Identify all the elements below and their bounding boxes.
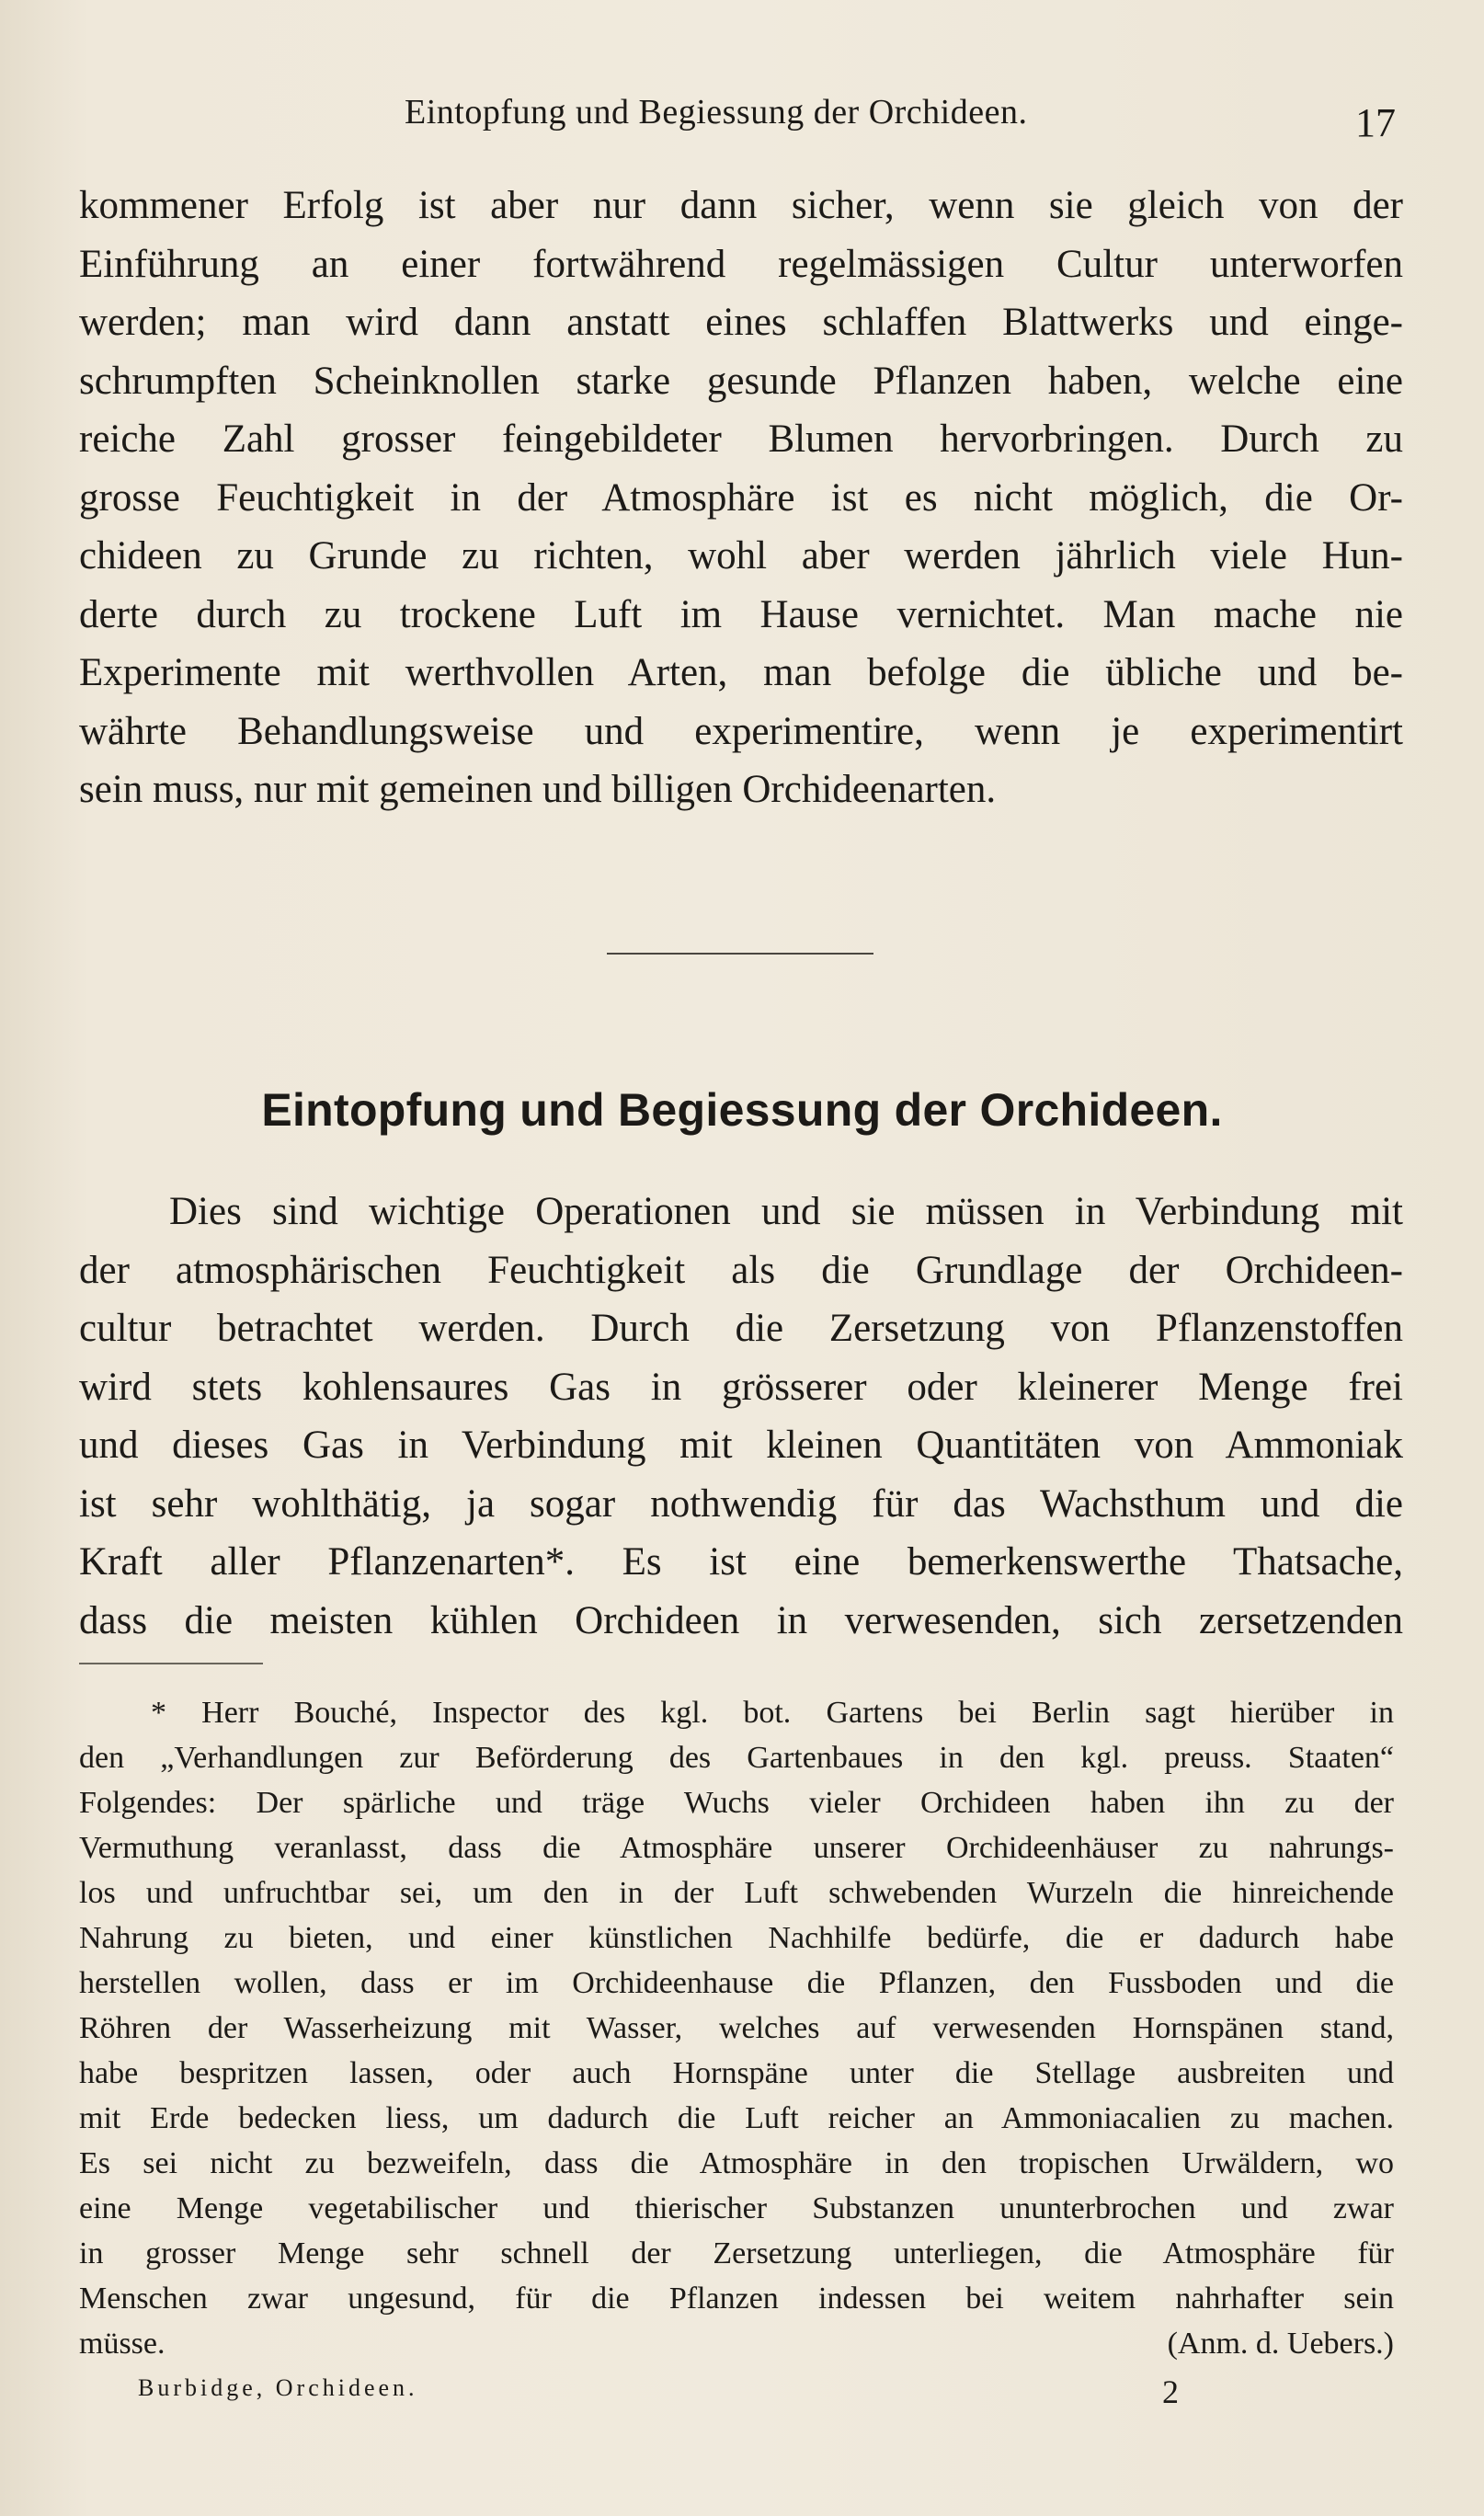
- footnote-line: Röhren der Wasserheizung mit Wasser, welches auf verwesenden Hornspänen stand,: [79, 2011, 1394, 2045]
- section-heading: Eintopfung und Begiessung der Orchideen.: [261, 1084, 1223, 1136]
- text-line: cultur betrachtet werden. Durch die Zersetzung von Pflanzenstoffen: [79, 1307, 1403, 1350]
- section-paragraph: [79, 1183, 1403, 1650]
- footnote-line: Menschen zwar ungesund, für die Pflanzen indessen bei weitem nahrhafter sein: [79, 2282, 1394, 2316]
- section-divider: [607, 953, 873, 955]
- sheet-number: 2: [1162, 2373, 1179, 2410]
- text-line: der atmosphärischen Feuchtigkeit als die Grundlage der Orchideen-: [79, 1248, 1403, 1292]
- text-line: Dies sind wichtige Operationen und sie müssen in Verbindung mit: [169, 1190, 1403, 1233]
- text-line: werden; man wird dann anstatt eines schlaffen Blattwerks und einge-: [79, 301, 1403, 344]
- footnote-line: mit Erde bedecken liess, um dadurch die Luft reicher an Ammoniacalien zu machen.: [79, 2101, 1394, 2135]
- text-line: ist sehr wohlthätig, ja sogar nothwendig für das Wachsthum und die: [79, 1481, 1403, 1526]
- footnote-line: in grosser Menge sehr schnell der Zersetzung unterliegen, die Atmosphäre für: [79, 2236, 1394, 2270]
- footnote-attribution: (Anm. d. Uebers.): [1167, 2327, 1394, 2361]
- continued-paragraph: [79, 177, 1403, 819]
- text-line: grosse Feuchtigkeit in der Atmosphäre ist es nicht möglich, die Or-: [79, 475, 1403, 520]
- footnote-line: eine Menge vegetabilischer und thierischer Substanzen ununterbrochen und zwar: [79, 2191, 1394, 2225]
- text-line: Einführung an einer fortwährend regelmässigen Cultur unterworfen: [79, 242, 1403, 286]
- text-line: Experimente mit werthvollen Arten, man befolge die übliche und be-: [79, 651, 1403, 694]
- footnote-final-word: müsse.: [79, 2327, 166, 2361]
- page-number: 17: [1355, 100, 1396, 145]
- footnote-line: Es sei nicht zu bezweifeln, dass die Atmosphäre in den tropischen Urwäldern, wo: [79, 2146, 1394, 2180]
- footnote-line: den „Verhandlungen zur Beförderung des Gartenbaues in den kgl. preuss. Staaten“: [79, 1741, 1394, 1775]
- footnote-line: Folgendes: Der spärliche und träge Wuchs vieler Orchideen haben ihn zu der: [79, 1786, 1394, 1820]
- printer-signature: Burbidge, Orchideen.: [138, 2374, 418, 2401]
- text-line: dass die meisten kühlen Orchideen in verwesenden, sich zersetzenden: [79, 1598, 1403, 1642]
- text-line: kommener Erfolg ist aber nur dann sicher, wenn sie gleich von der: [79, 184, 1403, 227]
- text-line: reiche Zahl grosser feingebildeter Blumen hervorbringen. Durch zu: [79, 417, 1403, 461]
- text-line: chideen zu Grunde zu richten, wohl aber werden jährlich viele Hun-: [79, 534, 1403, 578]
- footnote: [79, 1690, 1394, 2366]
- footnote-closing-line: [79, 2321, 1394, 2366]
- text-line: wird stets kohlensaures Gas in grösserer oder kleinerer Menge frei: [79, 1365, 1403, 1409]
- running-head: Eintopfung und Begiessung der Orchideen.: [405, 93, 1028, 132]
- text-line: sein muss, nur mit gemeinen und billigen Orchideenarten.: [79, 768, 997, 811]
- text-line: und dieses Gas in Verbindung mit kleinen Quantitäten von Ammoniak: [79, 1424, 1403, 1467]
- footnote-line: * Herr Bouché, Inspector des kgl. bot. Gartens bei Berlin sagt hierüber in: [151, 1696, 1394, 1730]
- footnote-rule: [79, 1663, 263, 1664]
- footnote-line: Nahrung zu bieten, und einer künstlichen Nachhilfe bedürfe, die er dadurch habe: [79, 1921, 1394, 1955]
- footnote-line: Vermuthung veranlasst, dass die Atmosphäre unserer Orchideenhäuser zu nahrungs-: [79, 1831, 1394, 1865]
- footnote-line: los und unfruchtbar sei, um den in der Luft schwebenden Wurzeln die hinreichende: [79, 1876, 1394, 1910]
- footnote-line: herstellen wollen, dass er im Orchideenhause die Pflanzen, den Fussboden und die: [79, 1966, 1394, 2000]
- text-line: währte Behandlungsweise und experimentire, wenn je experimentirt: [79, 709, 1403, 753]
- footnote-line: habe bespritzen lassen, oder auch Hornspäne unter die Stellage ausbreiten und: [79, 2056, 1394, 2090]
- text-line: derte durch zu trockene Luft im Hause vernichtet. Man mache nie: [79, 592, 1403, 636]
- text-line: schrumpften Scheinknollen starke gesunde Pflanzen haben, welche eine: [79, 359, 1403, 403]
- text-line: Kraft aller Pflanzenarten*. Es ist eine bemerkenswerthe Thatsache,: [79, 1540, 1403, 1584]
